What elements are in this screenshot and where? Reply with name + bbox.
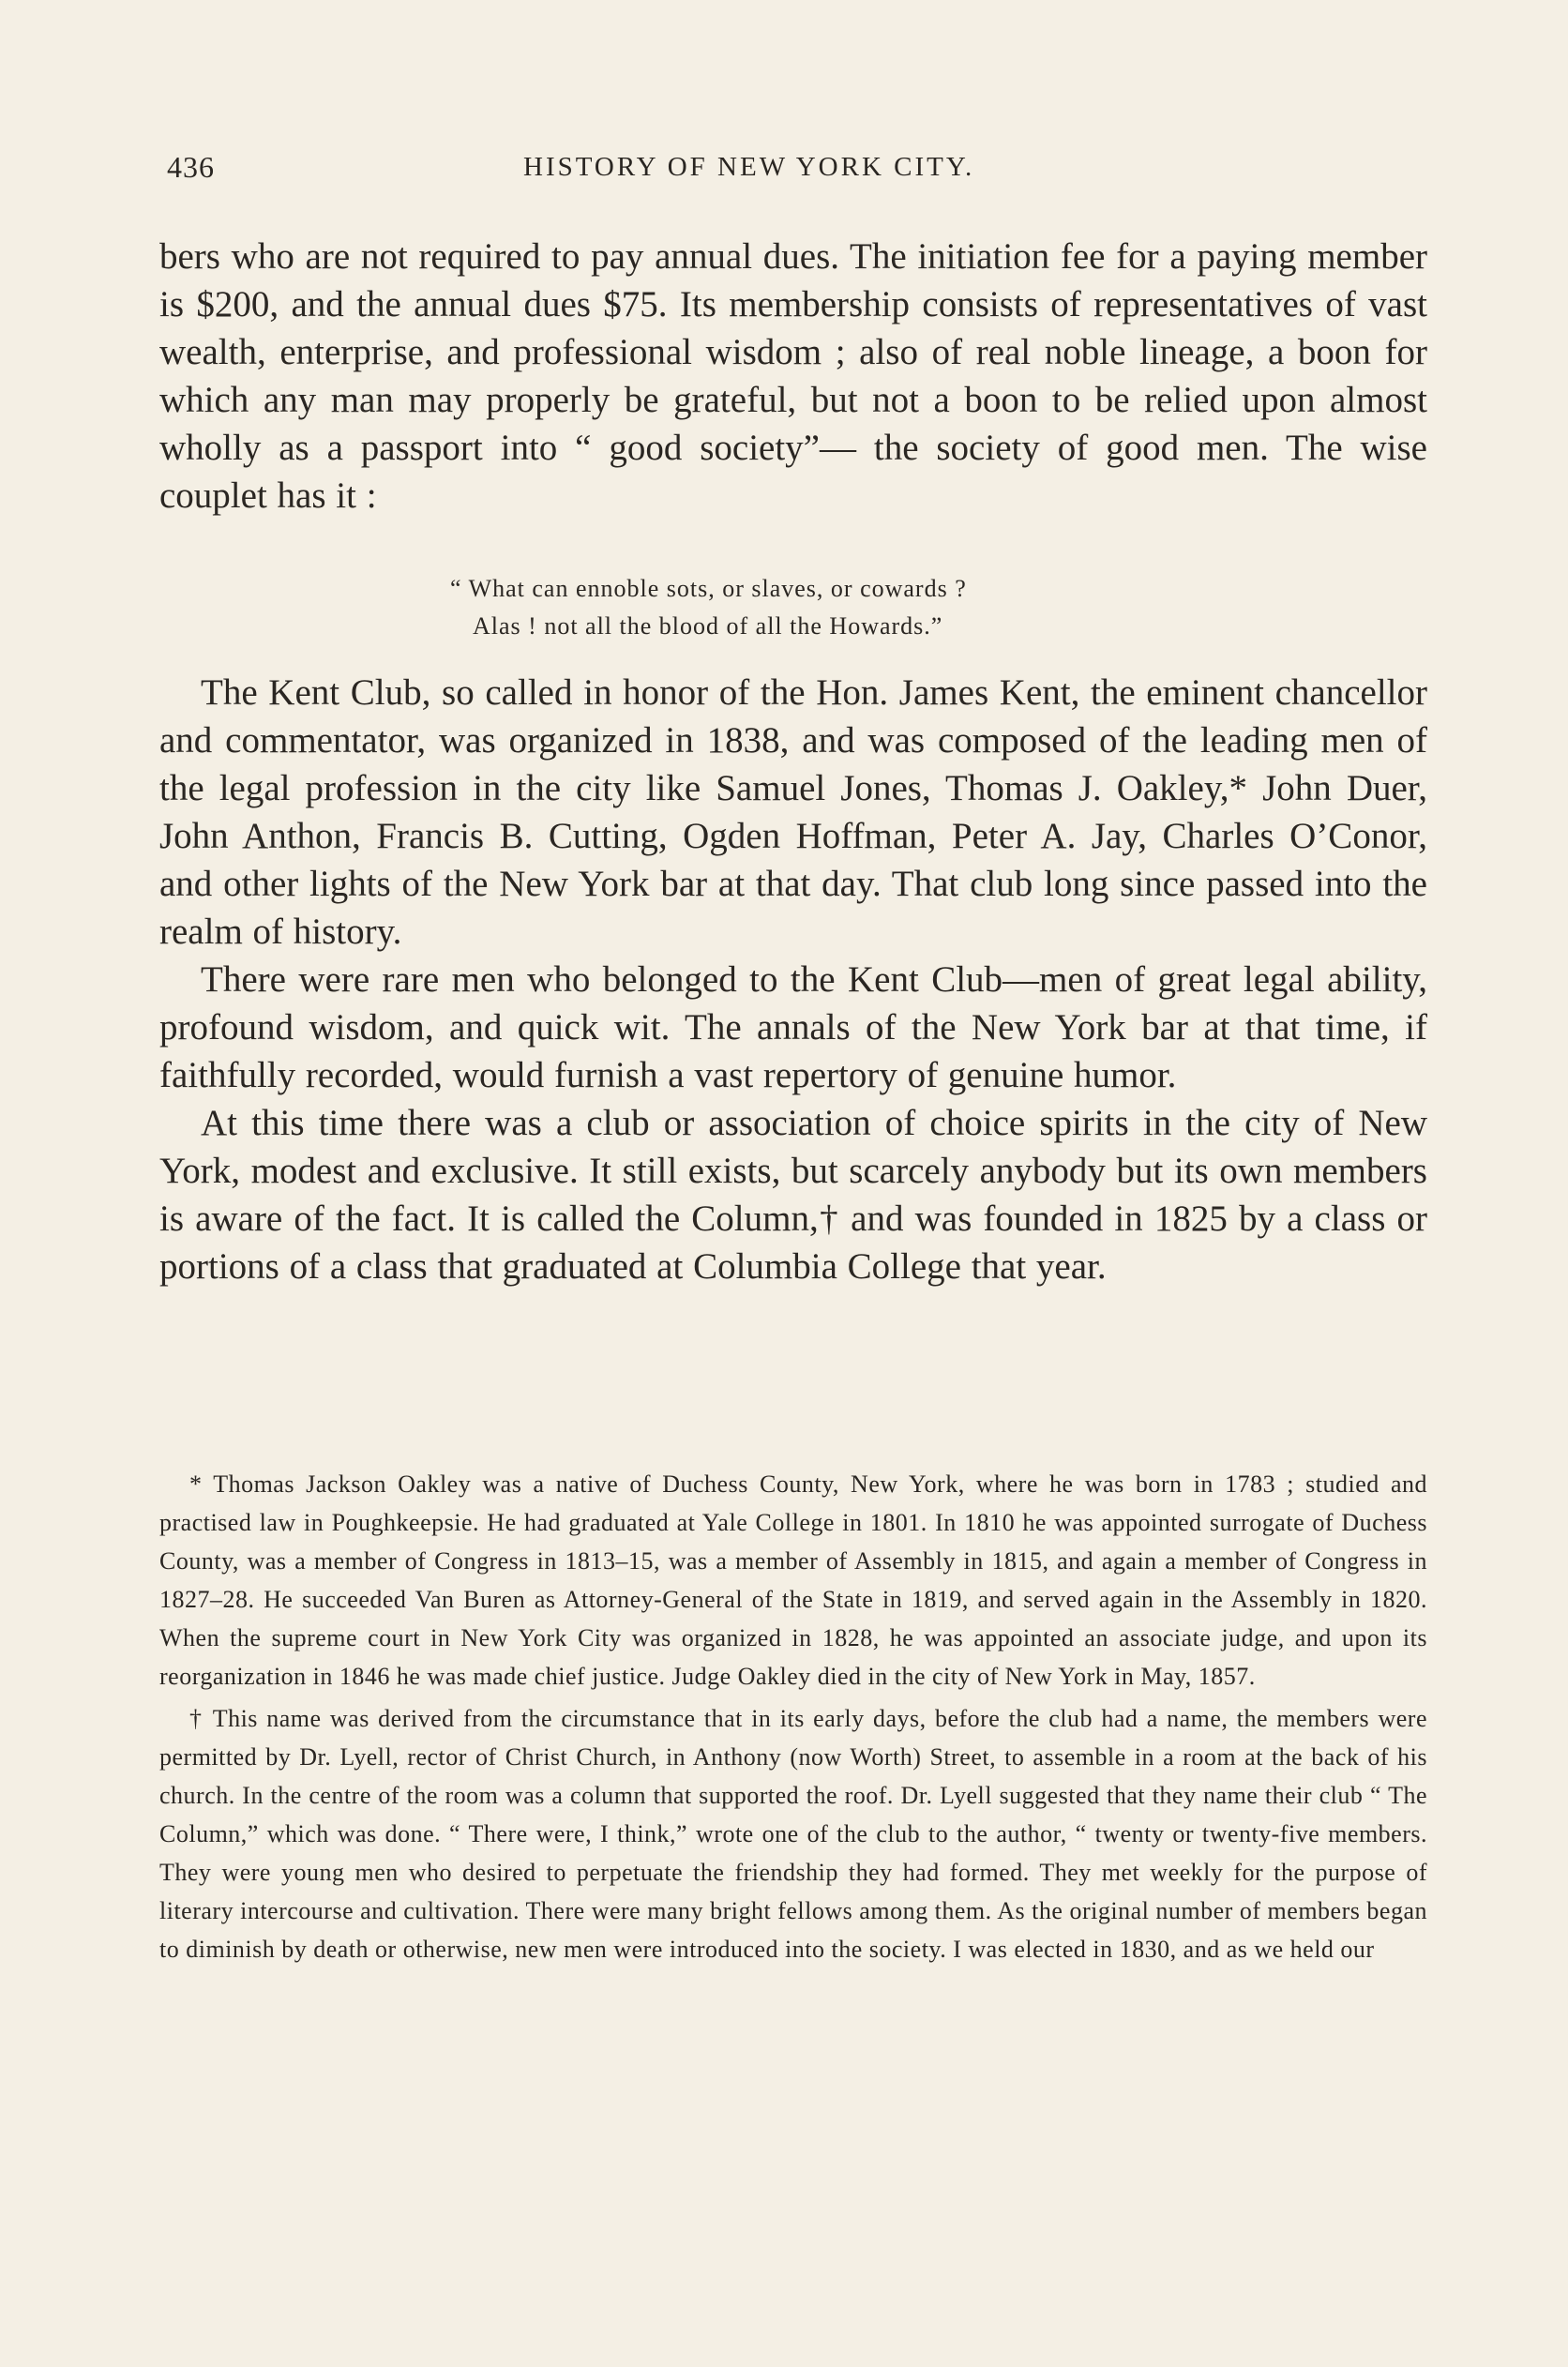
footnotes bbox=[159, 1465, 1427, 1968]
page-number: 436 bbox=[167, 150, 215, 184]
body-text-main bbox=[159, 669, 1427, 1290]
paragraph-kent-club: The Kent Club, so called in honor of the Hon. James Kent, the eminent chancellor and commentator, was organized in 1838, and was composed of the leading men of the legal profession in the city like Samuel Jones, Thomas J. Oakley,* John Duer, John Anthon, Francis B. Cutting, Ogden Hoffman, Peter A. Jay, Charles O’Conor, and other lights of the New York bar at that day. That club long since passed into the realm of history. bbox=[159, 672, 1427, 952]
paragraph-column-club: At this time there was a club or association of choice spirits in the city of New York, modest and exclusive. It still exists, but scarcely anybody but its own members is aware of the fact. It is called the Column,† and was founded in 1825 by a class or portions of a class that graduated at Columbia College that year. bbox=[159, 1103, 1427, 1287]
verse-line-2: Alas ! not all the blood of all the Howards.” bbox=[473, 612, 943, 640]
running-head bbox=[167, 150, 1424, 195]
paragraph-rare-men: There were rare men who belonged to the Kent Club—men of great legal ability, profound wisdom, and quick wit. The annals of the New York bar at that time, if faithfully recorded, would furnish a vast repertory of genuine humor. bbox=[159, 959, 1427, 1095]
paragraph-continued: bers who are not required to pay annual dues. The initiation fee for a paying member is $200, and the annual dues $75. Its membership consists of representatives of vast wealth, enterprise, and professional wisdom ; also of real noble lineage, a boon for which any man may properly be grateful, but not a boon to be relied upon almost wholly as a passport into “ good society”— the society of good men. The wise couplet has it : bbox=[159, 236, 1427, 516]
running-title: HISTORY OF NEW YORK CITY. bbox=[523, 152, 975, 182]
footnote-oakley: * Thomas Jackson Oakley was a native of Duchess County, New York, where he was born in 1783 ; studied and practised law in Poughkeepsie. He had graduated at Yale College in 1801. In 1810 he was appointed surrogate of Duchess County, was a member of Congress in 1813–15, was a member of Assembly in 1815, and again a member of Congress in 1827–28. He succeeded Van Buren as Attorney-General of the State in 1819, and served again in the Assembly in 1820. When the supreme court in New York City was organized in 1828, he was appointed an associate judge, and upon its reorganization in 1846 he was made chief justice. Judge Oakley died in the city of New York in May, 1857. bbox=[159, 1470, 1427, 1690]
verse-line-1: “ What can ennoble sots, or slaves, or cowards ? bbox=[450, 575, 967, 602]
verse-quotation bbox=[450, 570, 967, 645]
body-text-top bbox=[159, 233, 1427, 520]
footnote-column: † This name was derived from the circumstance that in its early days, before the club had a name, the members were permitted by Dr. Lyell, rector of Christ Church, in Anthony (now Worth) Street, to assemble in a room at the back of his church. In the centre of the room was a column that supported the roof. Dr. Lyell suggested that they name their club “ The Column,” which was done. “ There were, I think,” wrote one of the club to the author, “ twenty or twenty-five members. They were young men who desired to perpetuate the friendship they had formed. They met weekly for the purpose of literary intercourse and cultivation. There were many bright fellows among them. As the original number of members began to diminish by death or otherwise, new men were introduced into the society. I was elected in 1830, and as we held our bbox=[159, 1705, 1427, 1963]
